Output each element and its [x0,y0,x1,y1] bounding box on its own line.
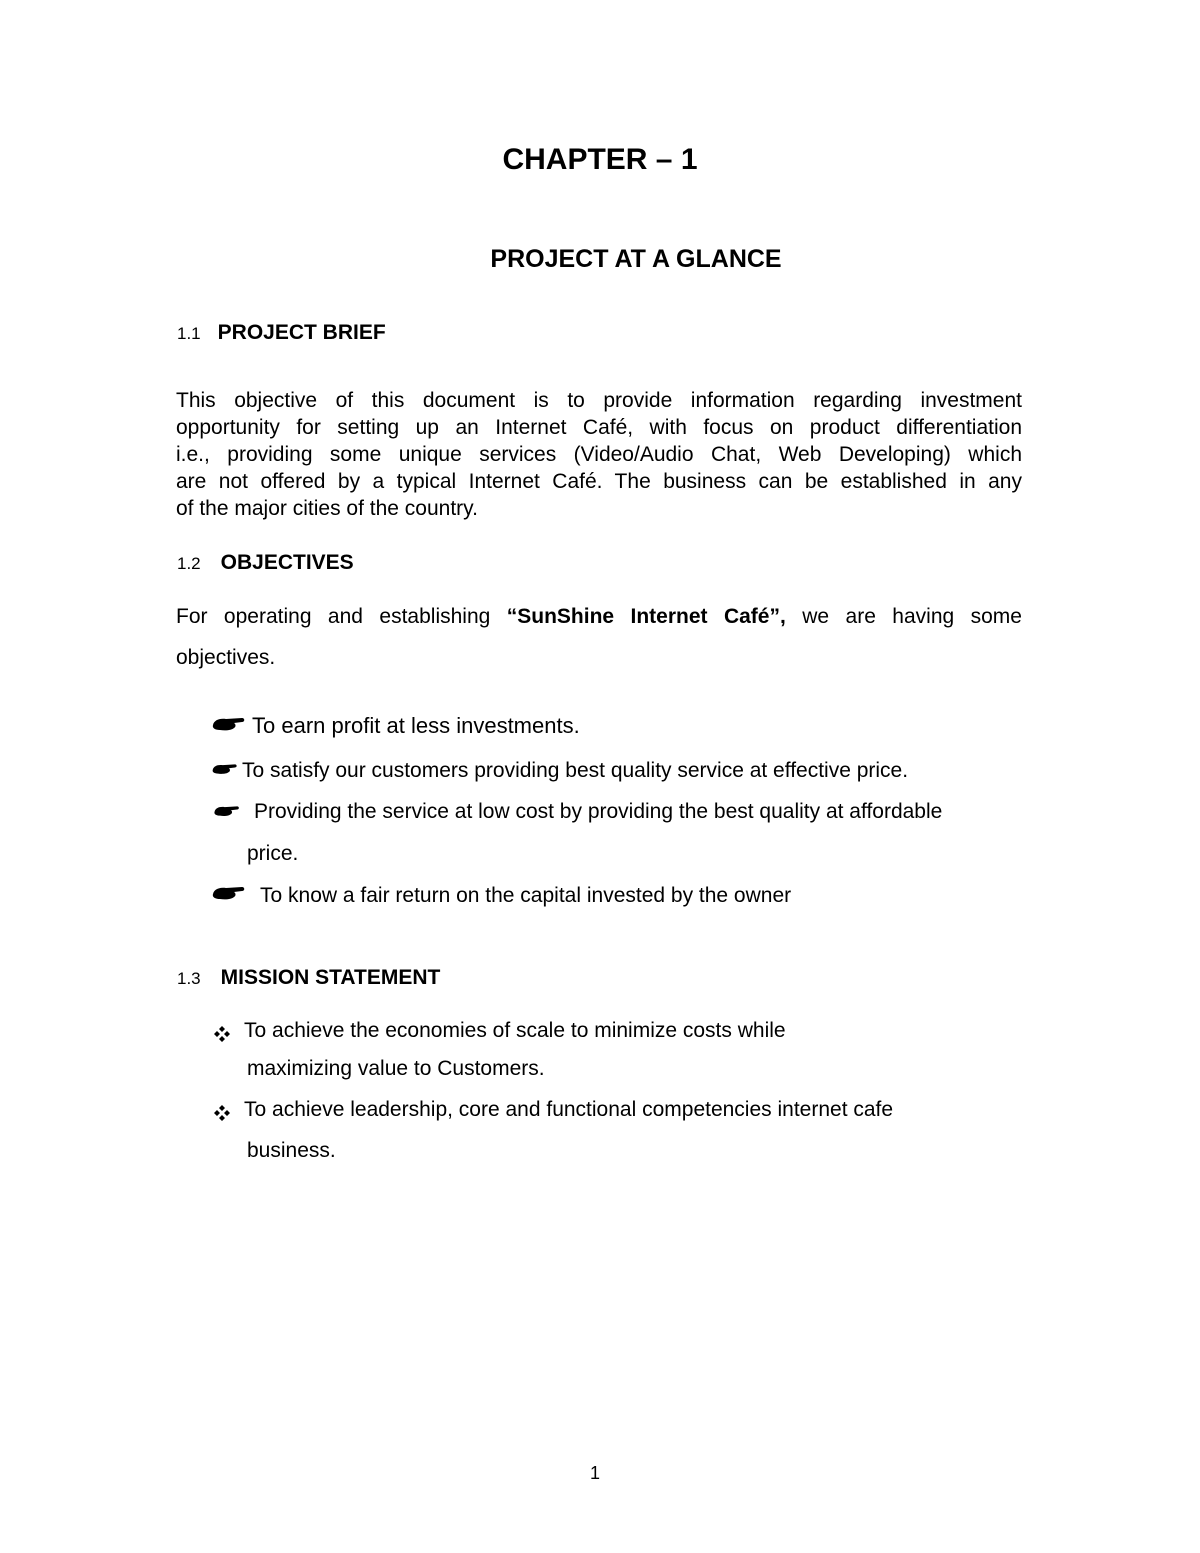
mission-text: To achieve the economies of scale to minimize costs while [244,1019,786,1042]
mission-continuation: business. [247,1139,336,1162]
paragraph-line: are not offered by a typical Internet Café. The business can be established in any [176,470,1022,493]
section-number: 1.3 [177,969,201,988]
mission-text: To achieve leadership, core and functional competencies internet cafe [244,1098,894,1121]
pointing-hand-icon [212,881,246,911]
page-heading: PROJECT AT A GLANCE [490,245,782,273]
objective-text: To satisfy our customers providing best quality service at effective price. [242,759,909,782]
section-heading-objectives [177,549,354,578]
intro-text-tail: we are having some [785,605,1022,628]
section-title: OBJECTIVES [220,551,354,574]
diamond-icon [214,1021,230,1037]
paragraph-line: opportunity for setting up an Internet Café, with focus on product differentiation [176,416,1022,439]
objectives-intro-line-2: objectives. [176,646,276,669]
pointing-hand-icon [212,756,238,786]
objectives-intro-line-1 [176,596,1022,637]
mission-item [214,1016,786,1046]
objective-continuation: price. [247,842,299,865]
objective-text: To know a fair return on the capital invested by the owner [260,884,792,907]
mission-continuation: maximizing value to Customers. [247,1057,545,1080]
section-heading-project-brief [177,319,386,348]
mission-item [214,1095,893,1125]
objectives-intro [176,596,1036,678]
chapter-title: CHAPTER – 1 [502,143,698,176]
objective-text: Providing the service at low cost by providing the best quality at affordable [254,800,943,823]
objective-item [212,797,942,827]
pointing-hand-icon [212,797,242,827]
pointing-hand-icon [212,712,246,742]
paragraph-line: i.e., providing some unique services (Video/Audio Chat, Web Developing) which [176,443,1022,466]
page-number: 1 [589,1463,600,1483]
section-number: 1.1 [177,324,201,343]
project-brief-paragraph [176,387,1022,522]
section-heading-mission-statement [177,964,440,993]
objective-item [212,881,791,911]
business-name: “SunShine Internet Café”, [506,605,786,628]
diamond-icon [214,1100,230,1116]
section-title: PROJECT BRIEF [217,321,386,344]
paragraph-line: This objective of this document is to provide information regarding investment [176,389,1022,412]
objective-text: To earn profit at less investments. [252,713,580,738]
objective-item [212,756,908,786]
section-title: MISSION STATEMENT [220,966,441,989]
objective-item [212,711,580,742]
intro-text: For operating and establishing [176,605,507,628]
section-number: 1.2 [177,554,201,573]
paragraph-line: of the major cities of the country. [176,497,478,520]
